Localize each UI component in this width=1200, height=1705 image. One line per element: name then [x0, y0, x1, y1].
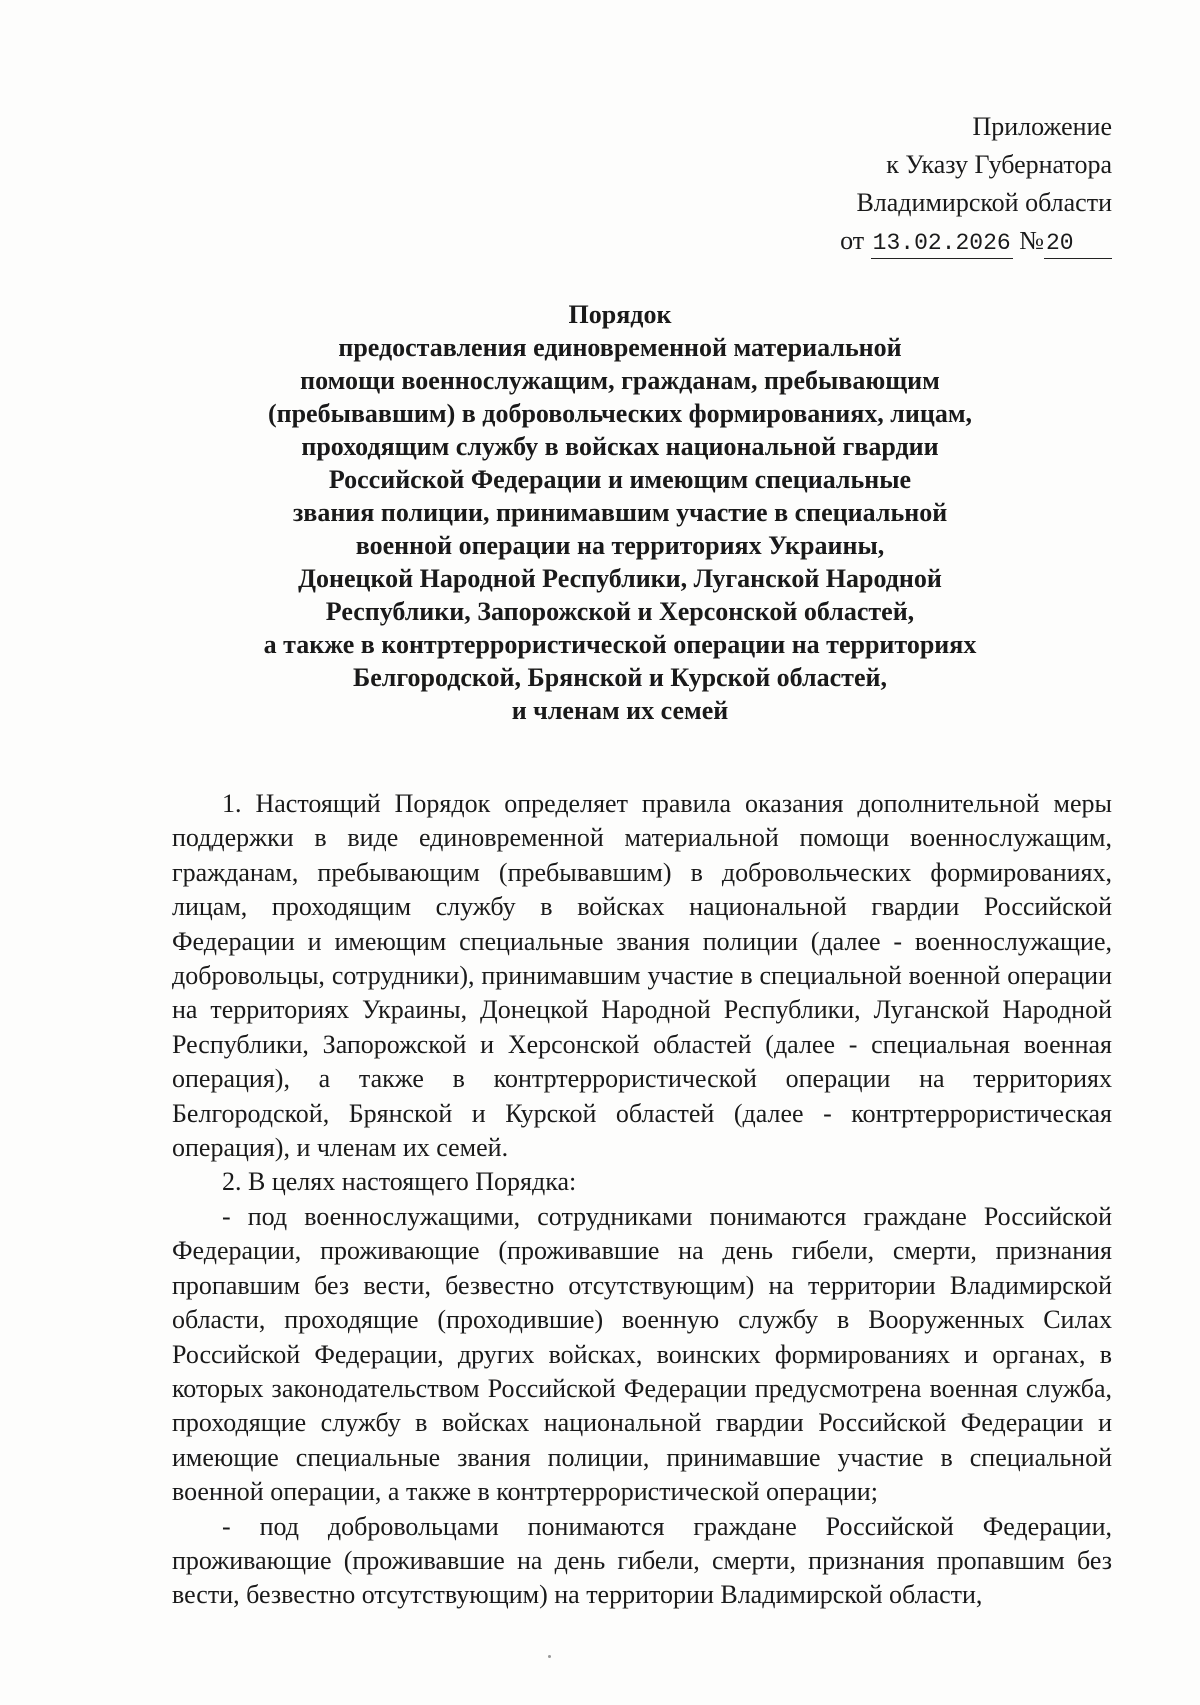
- appendix-date-number: [840, 222, 1112, 260]
- document-body: [172, 787, 1112, 1613]
- date-prefix: от: [840, 226, 865, 255]
- title-line: военной операции на территориях Украины,: [355, 531, 885, 560]
- title-line: а также в контртеррористической операции на территориях: [263, 630, 977, 659]
- appendix-label: Приложение: [972, 112, 1112, 141]
- decree-date: 13.02.2026: [871, 228, 1013, 259]
- title-line: Белгородской, Брянской и Курской областей,: [353, 663, 887, 692]
- appendix-region: Владимирской области: [856, 188, 1112, 217]
- title-line: Республики, Запорожской и Херсонской областей,: [325, 597, 915, 626]
- title-line: Российской Федерации и имеющим специальные: [328, 465, 912, 494]
- title-line: и членам их семей: [511, 696, 729, 725]
- title-line: звания полиции, принимавшим участие в специальной: [292, 498, 948, 527]
- title-line: помощи военнослужащим, гражданам, пребывающим: [300, 366, 940, 395]
- title-line: проходящим службу в войсках национальной гвардии: [301, 432, 939, 461]
- title-line: Донецкой Народной Республики, Луганской Народной: [298, 564, 942, 593]
- paragraph-definition-volunteers: - под добровольцами понимаются граждане Российской Федерации, проживающие (проживавшие на день гибели, смерти, признания пропавшим без вести, безвестно отсутствующим) на территории Владимирской области,: [172, 1511, 1112, 1610]
- appendix-decree-ref: к Указу Губернатора: [886, 150, 1112, 179]
- paragraph-2: 2. В целях настоящего Порядка:: [222, 1167, 577, 1197]
- decree-number: 20: [1044, 228, 1112, 259]
- paragraph-1: 1. Настоящий Порядок определяет правила оказания дополнительной меры поддержки в виде единовременной материальной помощи военнослужащим, гражданам, пребывающим (пребывавшим) в добровольческих формированиях, лицам, проходящим службу в войсках национальной гвардии Российской Федерации и имеющим специальные звания полиции (далее - военнослужащие, добровольцы, сотрудники), принимавшим участие в специальной военной операции на территориях Украины, Донецкой Народной Республики, Луганской Народной Республики, Запорожской и Херсонской областей (далее - специальная военная операция), а также в контртеррористической операции на территориях Белгородской, Брянской и Курской областей (далее - контртеррористическая операция), и членам их семей.: [172, 789, 1112, 1163]
- appendix-block: [840, 108, 1112, 260]
- number-prefix: №: [1019, 226, 1044, 255]
- title-line: (пребывавшим) в добровольческих формированиях, лицам,: [267, 399, 973, 428]
- document-title: [170, 298, 1070, 727]
- title-line: предоставления единовременной материальной: [338, 333, 902, 362]
- paragraph-definition-servicemen: - под военнослужащими, сотрудниками понимаются граждане Российской Федерации, проживающие (проживавшие на день гибели, смерти, признания пропавшим без вести, безвестно отсутствующим) на территории Владимирской области, проходящие (проходившие) военную службу в Вооруженных Силах Российской Федерации, других войсках, воинских формированиях и органах, в которых законодательством Российской Федерации предусмотрена военная служба, проходящие службу в войсках национальной гвардии Российской Федерации и имеющие специальные звания полиции, принимавшие участие в специальной военной операции, а также в контртеррористической операции;: [172, 1201, 1112, 1507]
- scan-speck: [548, 1655, 551, 1658]
- title-heading: Порядок: [568, 300, 672, 329]
